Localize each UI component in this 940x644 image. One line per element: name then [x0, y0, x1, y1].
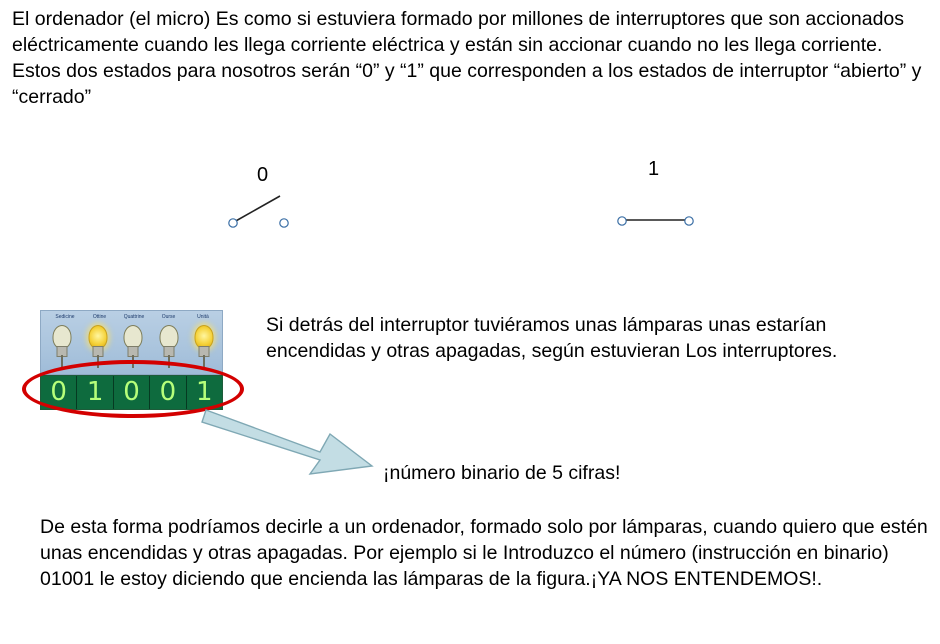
bulb-stem-icon — [97, 355, 99, 368]
bulb-stem-icon — [132, 355, 134, 368]
intro-paragraph — [12, 6, 924, 110]
side-text: Si detrás del interruptor tuviéramos unas lámparas unas estarían encendidas y otras apagadas, según estuvieran Los interruptores. — [266, 314, 838, 362]
lamp-bulb-off — [118, 323, 148, 371]
side-paragraph — [266, 312, 926, 364]
binary-digit-row — [40, 375, 223, 410]
column-header: Ottine — [92, 314, 107, 320]
bulb-row — [47, 323, 219, 371]
binary-digit: 1 — [187, 376, 222, 409]
closed-switch-diagram — [608, 200, 703, 235]
column-header: Ourse — [161, 314, 176, 320]
binary-digit: 0 — [150, 376, 186, 409]
binary-digit: 0 — [114, 376, 150, 409]
bulb-stem-icon — [168, 355, 170, 368]
binary-digit: 1 — [77, 376, 113, 409]
closing-text: De esta forma podríamos decirle a un ordenador, formado solo por lámparas, cuando quiero que estén unas encendidas y otras apagadas. Por ejemplo si le Introduzco el número (instrucción en binario) 01001 le estoy diciendo que encienda las lámparas de la figura.¡YA NOS ENTENDEMOS!. — [40, 516, 928, 590]
open-switch-diagram — [220, 190, 310, 235]
lamp-bulb-on — [189, 323, 219, 371]
binary-caption: ¡número binario de 5 cifras! — [383, 462, 621, 484]
lamp-bulb-off — [47, 323, 77, 371]
bulb-stem-icon — [203, 355, 205, 368]
column-header: Sedicine — [55, 314, 75, 320]
closing-paragraph — [40, 514, 930, 592]
lamp-bulb-off — [154, 323, 184, 371]
column-header: Unità — [197, 314, 209, 320]
column-header: Quattrine — [123, 314, 145, 320]
switch-closed-label: 1 — [648, 158, 660, 180]
switch-open-label: 0 — [257, 164, 269, 186]
lamp-column-headers — [49, 314, 219, 320]
intro-text: El ordenador (el micro) Es como si estuviera formado por millones de interruptores que son accionados eléctricamente cuando les llega corriente eléctrica y están sin accionar cuando no les llega corriente. Estos dos estados para nosotros serán “0” y “1” que corresponden a los estados de interruptor “abierto” y “cerrado” — [12, 8, 922, 108]
bulb-stem-icon — [61, 355, 63, 368]
binary-digit: 0 — [41, 376, 77, 409]
lamp-bulb-on — [83, 323, 113, 371]
pointer-arrow — [200, 404, 380, 484]
lamp-panel — [40, 310, 223, 375]
lamp-figure — [40, 310, 223, 410]
